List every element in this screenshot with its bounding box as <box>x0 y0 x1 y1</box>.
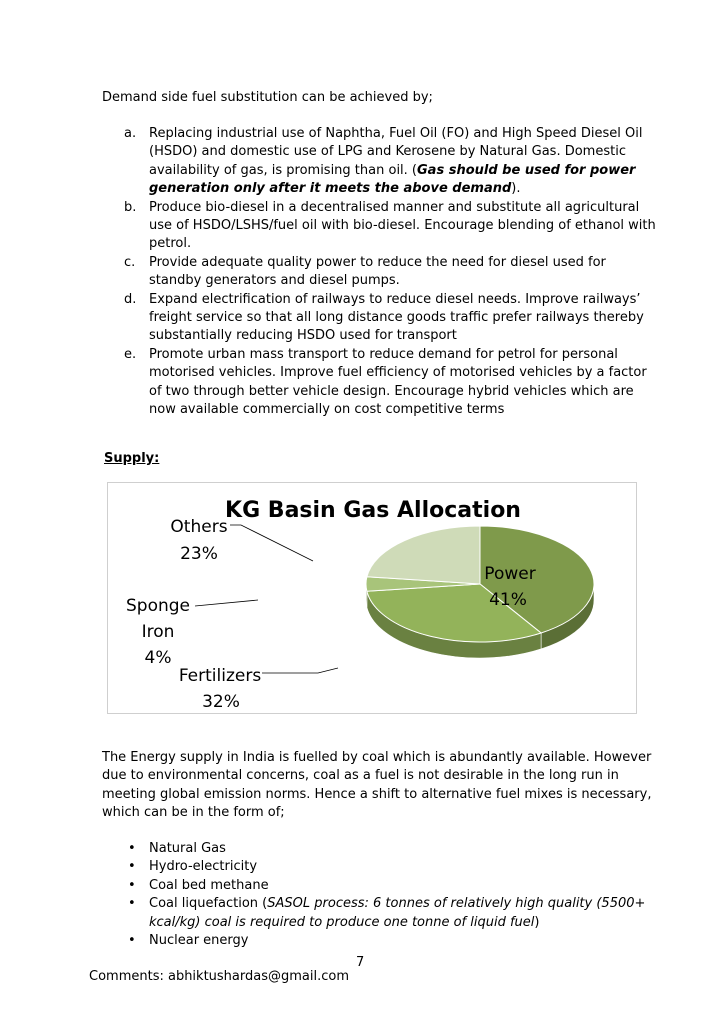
list-item-marker: e. <box>124 346 137 362</box>
pie-category-label: Iron <box>141 622 175 642</box>
pie-category-label: Sponge <box>125 596 191 616</box>
leader-line <box>262 668 338 673</box>
pie-category-label: Fertilizers <box>178 666 262 686</box>
pie-chart <box>107 482 637 714</box>
text-run: Coal bed methane <box>149 877 269 893</box>
pie-value-label: 4% <box>144 648 172 668</box>
list-item-marker: c. <box>124 254 136 270</box>
pie-value-label: 32% <box>202 692 240 712</box>
footer-comments: Comments: abhiktushardas@gmail.com <box>89 969 349 984</box>
supply-heading: Supply: <box>104 451 160 466</box>
bullet-icon: • <box>128 841 136 856</box>
text-run: Nuclear energy <box>149 933 249 949</box>
text-run: Hydro-electricity <box>149 859 258 875</box>
text-run: ). <box>511 181 521 197</box>
bullet-icon: • <box>128 933 136 949</box>
list-item <box>102 125 662 199</box>
text-run: Coal liquefaction ( <box>149 896 268 912</box>
list-item-marker: d. <box>124 291 137 307</box>
text-run: Provide adequate quality power to reduce the need for diesel used for standby generators and diesel pumps. <box>149 254 606 289</box>
list-item-marker: b. <box>124 199 137 215</box>
text-run: Promote urban mass transport to reduce demand for petrol for personal motorised vehicles. Improve fuel efficiency of motorised vehicles by a factor of two through better vehicle design. Encourage hybrid vehicles which are now available commercially on cost competitive terms <box>149 346 647 418</box>
bullet-item <box>102 858 662 876</box>
supply-list <box>102 840 662 950</box>
list-item <box>102 346 662 420</box>
leader-line <box>230 525 313 561</box>
list-item-marker: a. <box>124 126 137 141</box>
bullet-icon: • <box>128 877 136 893</box>
leader-line <box>195 600 258 606</box>
pie-slices <box>366 526 594 642</box>
list-item <box>102 291 662 346</box>
intro-text: Demand side fuel substitution can be achieved by; <box>102 90 433 105</box>
pie-value-label: 23% <box>180 544 218 564</box>
bullet-item <box>102 877 662 895</box>
pie-category-label: Others <box>170 517 228 537</box>
bullet-item <box>102 932 662 950</box>
bullet-item <box>102 840 662 858</box>
bullet-icon: • <box>128 859 136 875</box>
text-run: Natural Gas <box>149 841 226 856</box>
pie-chart-svg <box>108 483 636 713</box>
pie-slice <box>367 526 480 584</box>
supply-paragraph: The Energy supply in India is fuelled by coal which is abundantly available. However due to environmental concerns, coal as a fuel is not desirable in the long run in meeting global emission norms. Hence a shift to alternative fuel mixes is necessary, which can be in the form of; <box>102 750 652 821</box>
list-item <box>102 254 662 291</box>
pie-value-label: 41% <box>489 590 527 610</box>
text-run: Expand electrification of railways to reduce diesel needs. Improve railways’ freight service so that all long distance goods traffic prefer railways thereby substantially reducing HSDO used for transport <box>149 291 644 344</box>
text-run: Gas should be used for power generation only after it meets the above demand <box>149 162 636 197</box>
text-run: Replacing industrial use of Naphtha, Fuel Oil (FO) and High Speed Diesel Oil (HSDO) and domestic use of LPG and Kerosene by Natural Gas. Domestic availability of gas, is promising than oil. ( <box>149 126 643 178</box>
pie-category-label: Power <box>484 564 536 584</box>
bullet-item <box>102 895 662 932</box>
demand-list <box>102 125 662 420</box>
page-number: 7 <box>356 955 365 970</box>
text-run: Produce bio-diesel in a decentralised manner and substitute all agricultural use of HSDO/LSHS/fuel oil with bio-diesel. Encourage blending of ethanol with petrol. <box>149 199 656 252</box>
text-run: SASOL process: 6 tonnes of relatively high quality (5500+ kcal/kg) coal is required to produce one tonne of liquid fuel <box>149 896 646 930</box>
text-run: ) <box>534 914 540 930</box>
chart-title: KG Basin Gas Allocation <box>225 498 521 523</box>
list-item <box>102 199 662 254</box>
bullet-icon: • <box>128 896 136 912</box>
